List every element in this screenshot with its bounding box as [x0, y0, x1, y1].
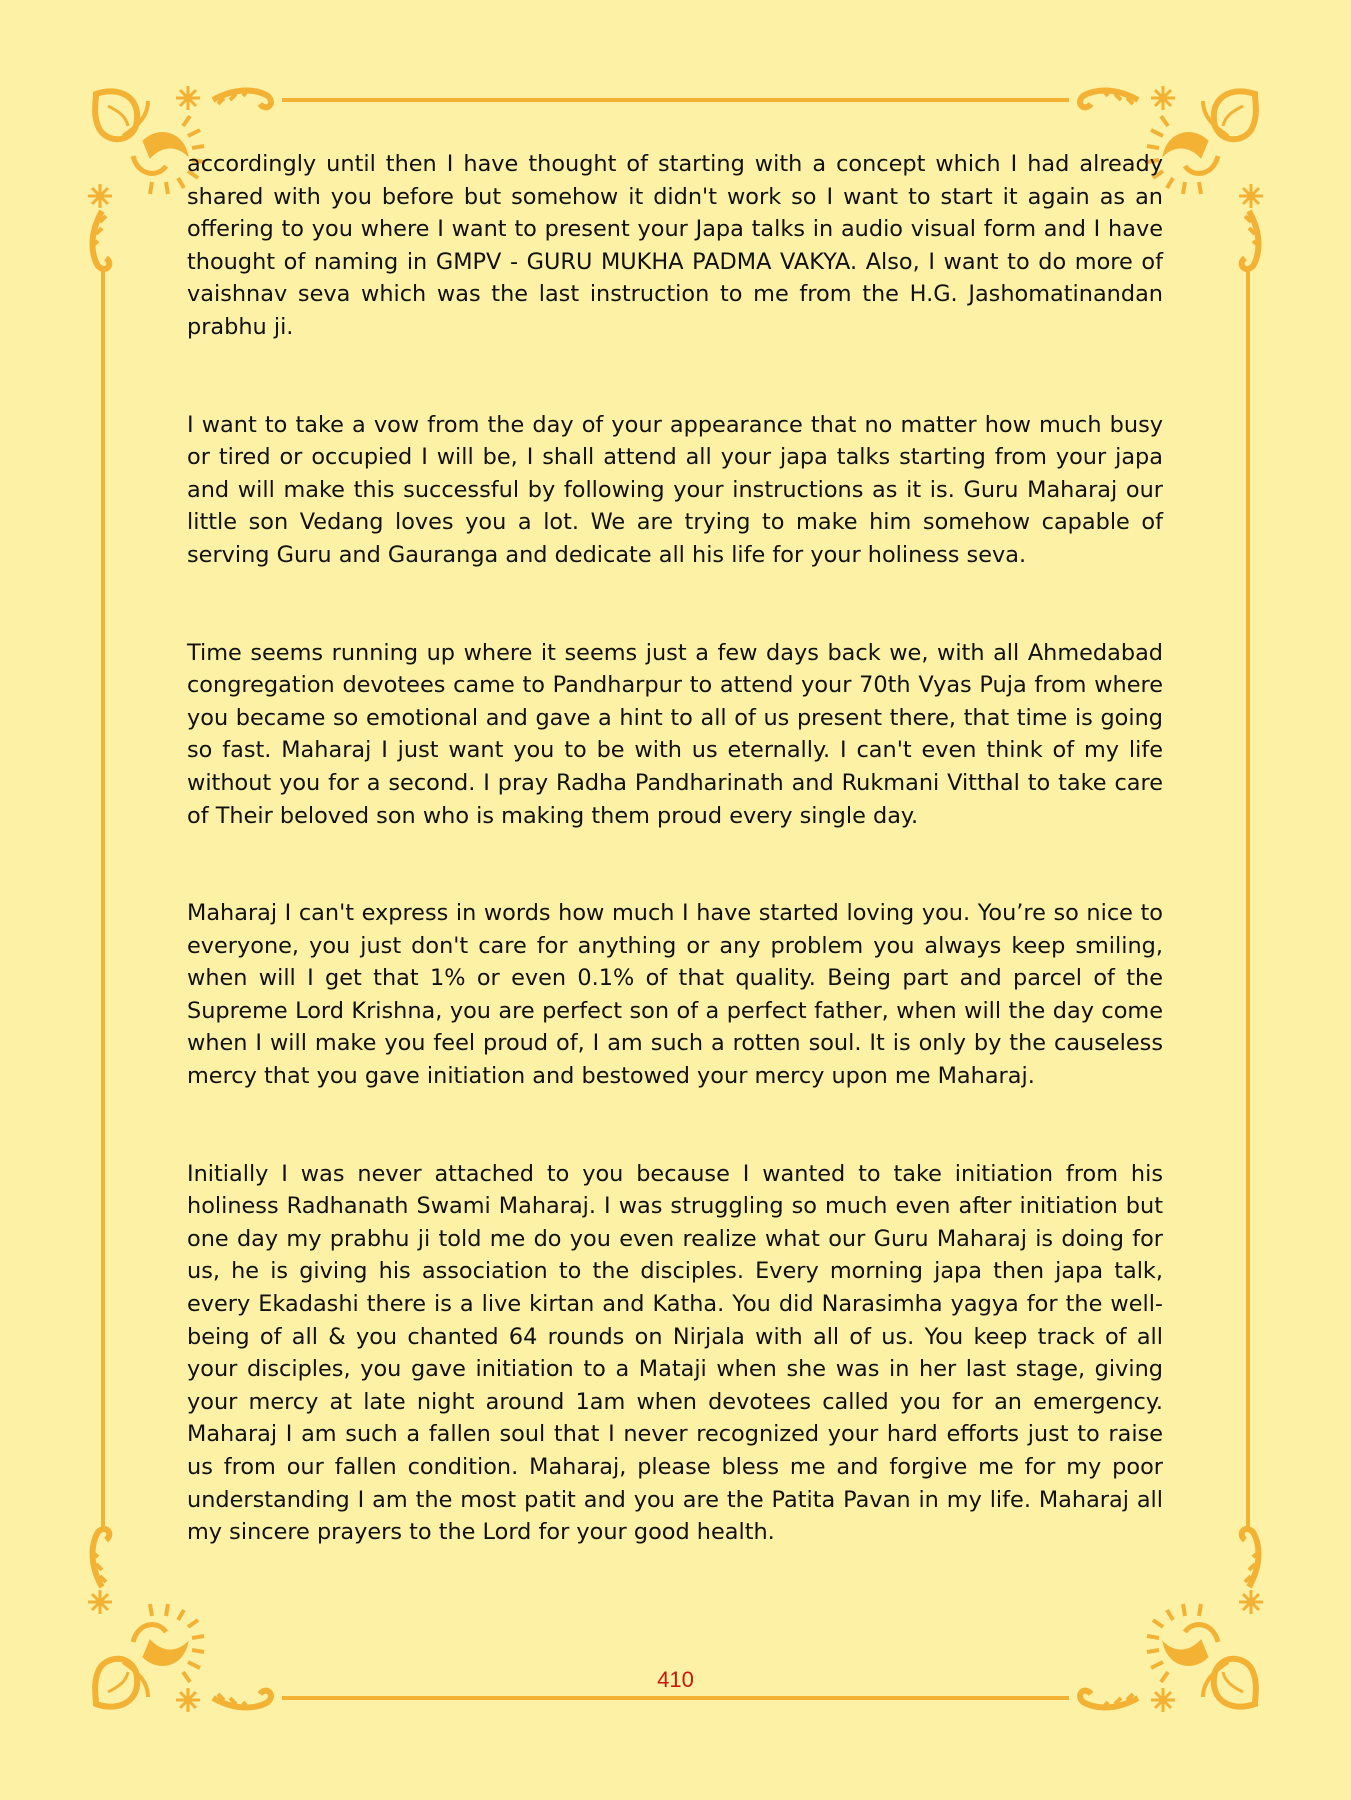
paragraph: Time seems running up where it seems just a few days back we, with all Ahmedabad congregation devotees came to Pandharpur to attend your 70th Vyas Puja from where you became so emotional and gave a hint to all of us present there, that time is going so fast. Maharaj I just want you to be with us eternally. I can't even think of my life without you for a second. I pray Radha Pandharinath and Rukmani Vitthal to take care of Their beloved son who is making them proud every single day.: [187, 639, 1163, 829]
paragraph: Maharaj I can't express in words how much I have started loving you. You’re so nice to everyone, you just don't care for anything or any problem you always keep smiling, when will I get that 1% or even 0.1% of that quality. Being part and parcel of the Supreme Lord Krishna, you are perfect son of a perfect father, when will the day come when I will make you feel proud of, I am such a rotten soul. It is only by the causeless mercy that you gave initiation and bestowed your mercy upon me Maharaj.: [187, 900, 1163, 1090]
paragraph: Initially I was never attached to you because I wanted to take initiation from his holiness Radhanath Swami Maharaj. I was struggling so much even after initiation but one day my prabhu ji told me do you even realize what our Guru Maharaj is doing for us, he is giving his association to the disciples. Every morning japa then japa talk, every Ekadashi there is a live kirtan and Katha. You did Narasimha yagya for the well-being of all & you chanted 64 rounds on Nirjala with all of us. You keep track of all your disciples, you gave initiation to a Mataji when she was in her last stage, giving your mercy at late night around 1am when devotees called you for an emergency. Maharaj I am such a fallen soul that I never recognized your hard efforts just to raise us from our fallen condition. Maharaj, please bless me and forgive me for my poor understanding I am the most patit and you are the Patita Pavan in my life. Maharaj all my sincere prayers to the Lord for your good health.: [187, 1160, 1163, 1546]
border-line-top: [282, 98, 1069, 102]
paragraph: I want to take a vow from the day of your appearance that no matter how much busy or tired or occupied I will be, I shall attend all your japa talks starting from your japa and will make this successful by following your instructions as it is. Guru Maharaj our little son Vedang loves you a lot. We are trying to make him somehow capable of serving Guru and Gauranga and dedicate all his life for your holiness seva.: [187, 411, 1163, 568]
border-line-bottom: [282, 1696, 1069, 1700]
paragraph: accordingly until then I have thought of starting with a concept which I had already shared with you before but somehow it didn't work so I want to start it again as an offering to you where I want to present your Japa talks in audio visual form and I have thought of naming in GMPV - GURU MUKHA PADMA VAKYA. Also, I want to do more of vaishnav seva which was the last instruction to me from the H.G. Jashomatinandan prabhu ji.: [187, 151, 1163, 340]
border-line-left: [101, 270, 105, 1528]
letter-body: [187, 148, 1163, 1614]
border-line-right: [1246, 270, 1250, 1528]
page-number: 410: [657, 1667, 694, 1692]
